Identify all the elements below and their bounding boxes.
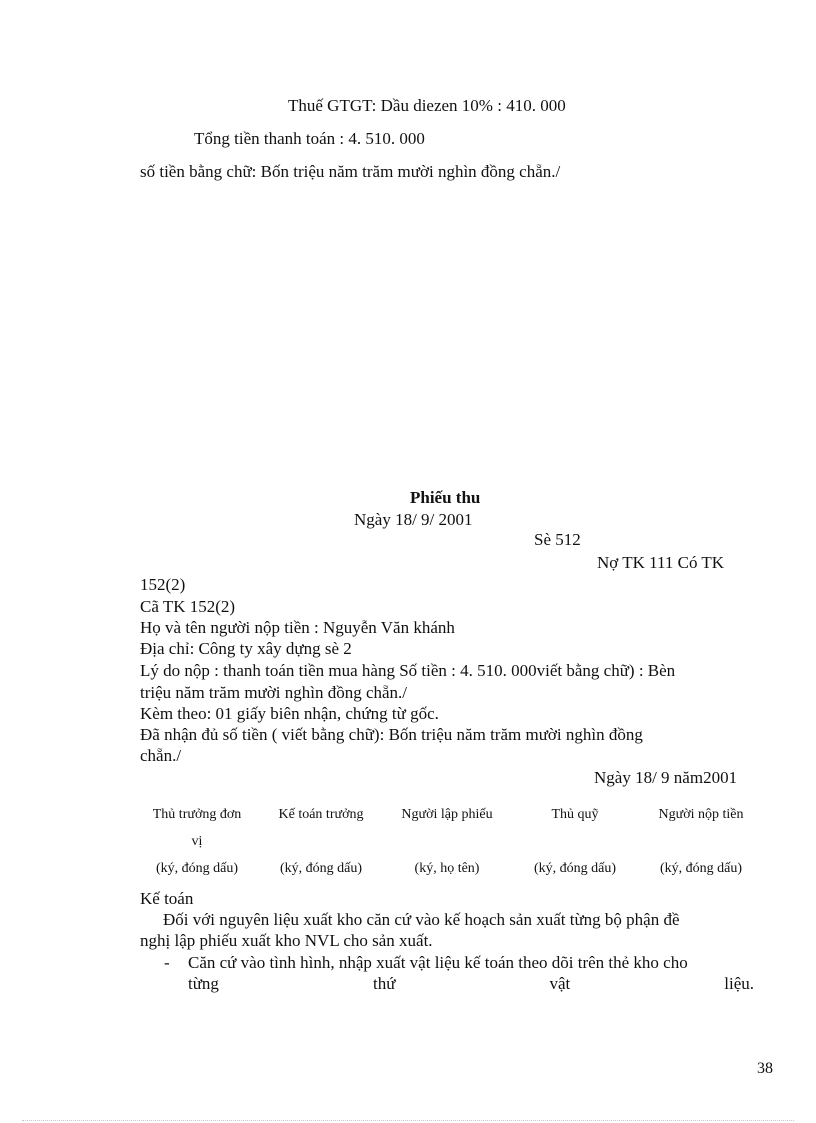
payer-name: Họ và tên người nộp tiền : Nguyễn Văn khánh [140,618,455,637]
debit-credit-line: Nợ TK 111 Có TK [597,553,725,572]
bullet-line-2: từng thứ vật liệu. [188,974,754,993]
total-line: Tổng tiền thanh toán : 4. 510. 000 [194,129,425,148]
signature-note-payer: (ký, đóng dấu) [659,861,743,876]
signature-role-cashier: Thủ quỹ [551,807,599,822]
accounting-paragraph-line-2: nghị lập phiếu xuất kho NVL cho sản xuất. [140,931,433,950]
receipt-title: Phiếu thu [410,488,481,507]
signature-note-preparer: (ký, họ tên) [414,861,480,876]
credit-account-continued: 152(2) [140,575,186,594]
received-amount-line-2: chẵn./ [140,746,182,765]
payment-reason-line-1: Lý do nộp : thanh toán tiền mua hàng Số tiền : 4. 510. 000viết bằng chữ) : Bèn [140,661,676,680]
receipt-date: Ngày 18/ 9/ 2001 [354,510,473,529]
footer-divider [22,1120,794,1121]
signature-note-cashier: (ký, đóng dấu) [533,861,617,876]
payer-address: Địa chỉ: Công ty xây dựng sè 2 [140,639,352,658]
signature-role-preparer: Người lập phiếu [401,807,493,822]
accounting-heading: Kế toán [140,889,194,908]
signing-date: Ngày 18/ 9 năm2001 [594,768,738,787]
signature-note-director: (ký, đóng dấu) [155,861,239,876]
signature-role-director: Thủ trưởng đơn [152,807,242,822]
bullet-dash: - [164,953,170,972]
received-amount-line-1: Đã nhận đủ số tiền ( viết bằng chữ): Bốn triệu năm trăm mười nghìn đồng [140,725,643,744]
page-number: 38 [757,1060,773,1077]
signature-role-payer: Người nộp tiền [658,807,744,822]
payment-reason-line-2: triệu năm trăm mười nghìn đồng chẵn./ [140,683,408,702]
accounting-paragraph-line-1: Đối với nguyên liệu xuất kho căn cứ vào kế hoạch sản xuất từng bộ phận đề [163,910,680,929]
signature-role-director-continued: vị [191,834,203,849]
bullet-line-1: Căn cứ vào tình hình, nhập xuất vật liệu kế toán theo dõi trên thẻ kho cho [188,953,688,972]
signature-role-chief-accountant: Kế toán trưởng [278,807,364,822]
credit-account-line: Cã TK 152(2) [140,597,236,616]
vat-line: Thuế GTGT: Dầu diezen 10% : 410. 000 [288,96,566,115]
attachments-line: Kèm theo: 01 giấy biên nhận, chứng từ gốc. [140,704,439,723]
signature-note-chief-accountant: (ký, đóng dấu) [279,861,363,876]
amount-in-words-line: số tiền bằng chữ: Bốn triệu năm trăm mười nghìn đồng chẵn./ [140,162,561,181]
receipt-number: Sè 512 [534,530,581,549]
